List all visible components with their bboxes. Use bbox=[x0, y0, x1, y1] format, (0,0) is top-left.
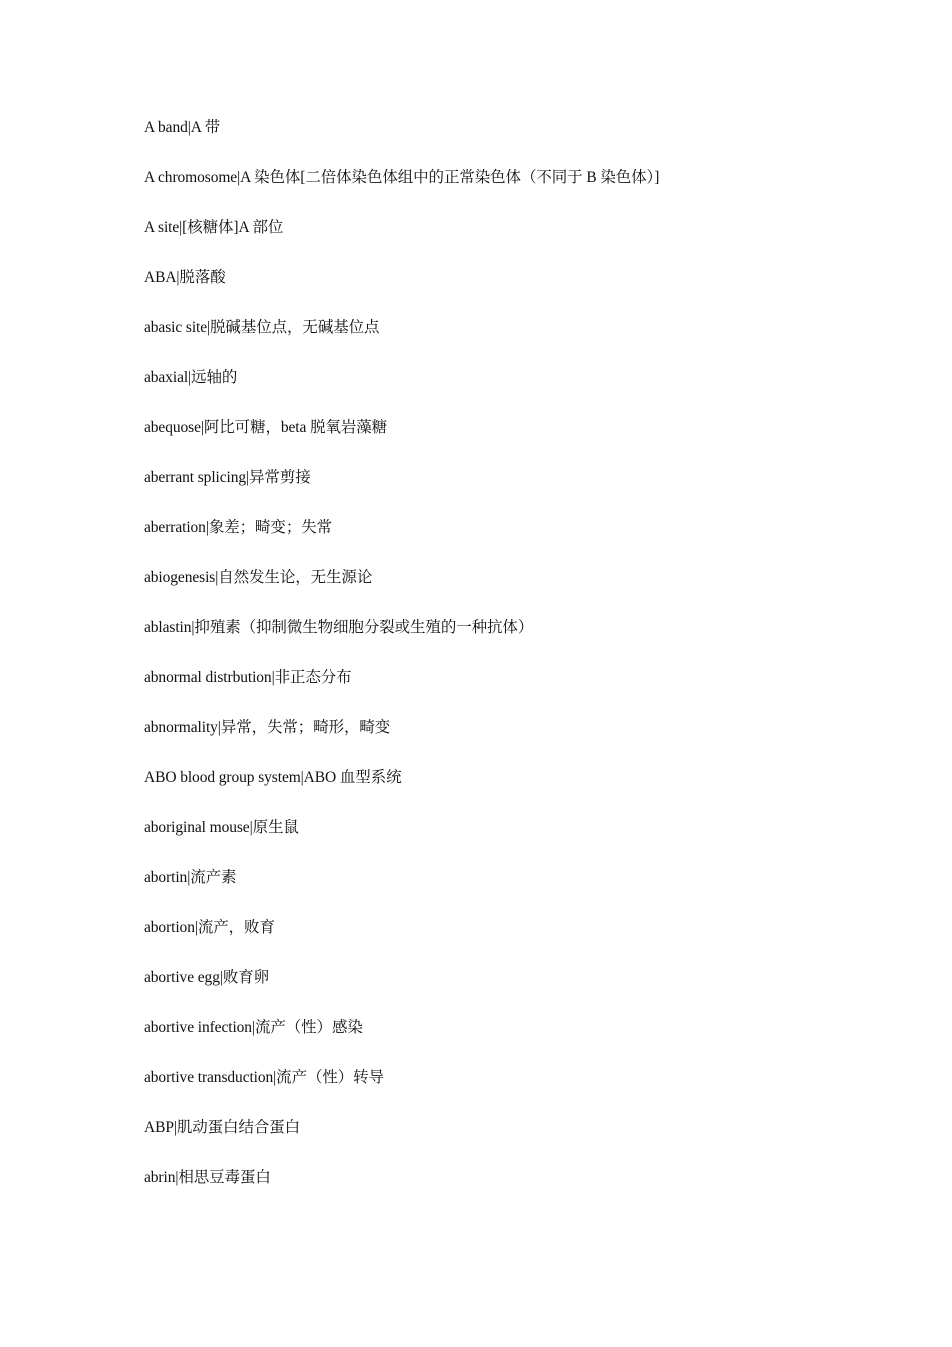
glossary-entry: abequose|阿比可糖，beta 脱氧岩藻糖 bbox=[144, 419, 388, 436]
glossary-entry: abrin|相思豆毒蛋白 bbox=[144, 1169, 271, 1186]
glossary-entry: ABO blood group system|ABO 血型系统 bbox=[144, 769, 402, 786]
glossary-entry: aberrant splicing|异常剪接 bbox=[144, 469, 311, 486]
glossary-entry: abortive transduction|流产（性）转导 bbox=[144, 1069, 384, 1086]
glossary-entry: ABA|脱落酸 bbox=[144, 269, 226, 286]
glossary-entry: aberration|象差；畸变；失常 bbox=[144, 519, 333, 536]
glossary-entry: abasic site|脱碱基位点，无碱基位点 bbox=[144, 319, 380, 336]
glossary-entry: abortion|流产，败育 bbox=[144, 919, 275, 936]
glossary-entry: abortive infection|流产（性）感染 bbox=[144, 1019, 363, 1036]
glossary-entry: A site|[核糖体]A 部位 bbox=[144, 219, 284, 236]
glossary-entry: abaxial|远轴的 bbox=[144, 369, 238, 386]
glossary-entry: ABP|肌动蛋白结合蛋白 bbox=[144, 1119, 301, 1136]
glossary-entry: ablastin|抑殖素（抑制微生物细胞分裂或生殖的一种抗体） bbox=[144, 619, 534, 636]
glossary-entry: abortive egg|败育卵 bbox=[144, 969, 270, 986]
glossary-entry: A chromosome|A 染色体[二倍体染色体组中的正常染色体（不同于 B 染色体）] bbox=[144, 169, 660, 186]
glossary-entry: aboriginal mouse|原生鼠 bbox=[144, 819, 299, 836]
glossary-entry: abnormality|异常，失常；畸形，畸变 bbox=[144, 719, 391, 736]
glossary-entry: A band|A 带 bbox=[144, 119, 221, 136]
glossary-entry: abiogenesis|自然发生论，无生源论 bbox=[144, 569, 373, 586]
glossary-entry: abortin|流产素 bbox=[144, 869, 237, 886]
glossary-entry: abnormal distrbution|非正态分布 bbox=[144, 669, 352, 686]
glossary-list bbox=[144, 118, 904, 1218]
